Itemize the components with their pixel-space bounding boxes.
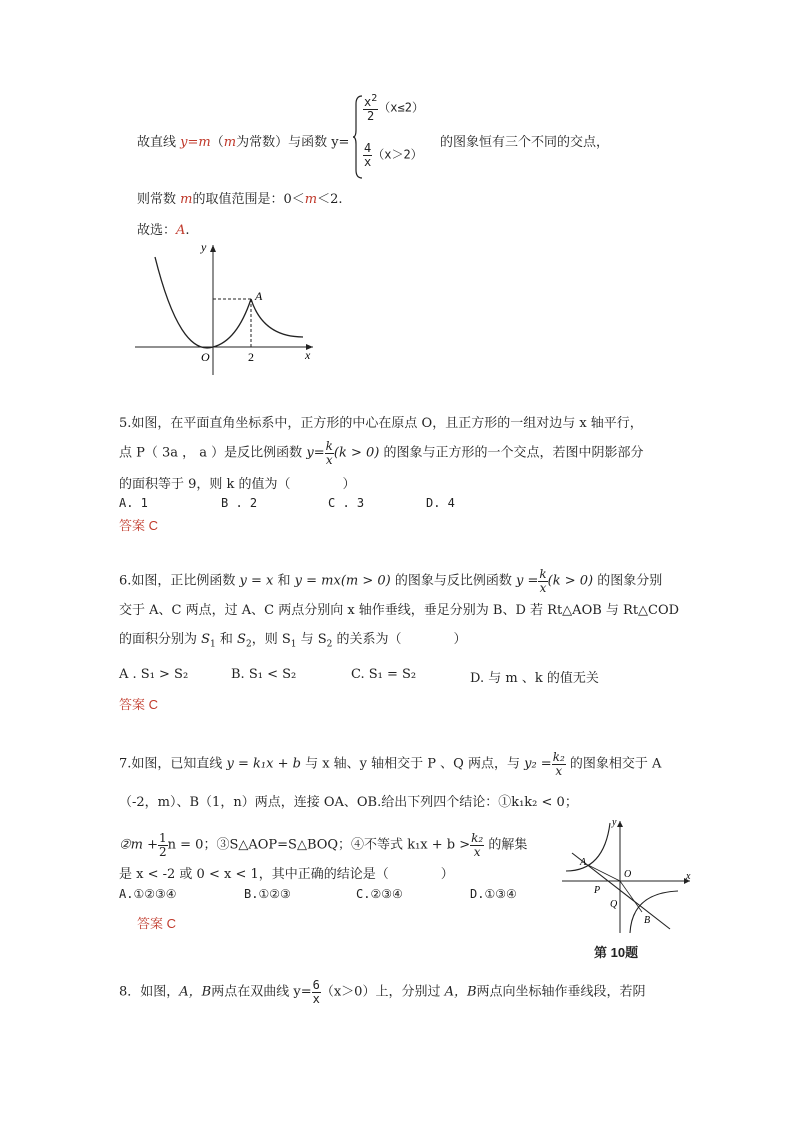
segment-oa [588,865,620,881]
text: ②m + [119,837,159,853]
q7-fraction [552,751,566,777]
text: 的面积分别为 [119,632,202,647]
intro-line-1 [137,131,349,150]
text: . [185,223,190,238]
text: 1 [159,831,167,845]
text: m [304,192,318,207]
text: 的解集 [484,837,528,853]
text: A [176,223,186,238]
text: k [325,439,333,453]
text: 点 P（ 3a ， a ）是反比例函数 [119,445,307,461]
text: m [180,192,193,207]
intro-line-3 [137,219,190,238]
text: （x≤2） [378,100,424,115]
text: (k > 0) [333,445,380,461]
segment-ob [620,881,642,912]
text: x [539,580,547,595]
text: 2 [367,108,375,123]
q5-answer: 答案 C [119,518,159,533]
text: (k > 0) [547,573,594,589]
text: x [312,991,320,1006]
text: y=m [180,135,211,150]
q6-line-1 [119,568,662,594]
text: 2 [371,93,378,104]
b-label: B [644,915,651,926]
q7-line-1 [119,751,661,777]
q8-line-1 [119,979,646,1005]
text: 2 [245,639,252,650]
text: S [201,632,211,647]
hyperbola-left [566,823,610,871]
intro-line-2 [137,188,342,207]
a-label: A [580,857,587,868]
text: 两点向坐标轴作垂线段，若阴 [476,984,646,1000]
text: 与 x 轴、y 轴相交于 P 、Q 两点，与 [300,756,525,772]
text: y₂ = [524,756,552,772]
text: y [306,445,314,461]
q6-option-a: A . S₁ > S₂ [119,667,189,682]
text: m [223,135,237,150]
text: （x＞2） [372,147,423,162]
piece-1 [363,94,424,122]
graph-q7 [558,815,698,937]
line-y1 [572,853,670,929]
text: 1 [210,639,216,650]
intro-line-1-tail: 的图象恒有三个不同的交点， [440,135,610,150]
p-label: P [594,885,601,896]
q7-line-3 [119,832,527,858]
text: 则常数 [137,192,181,207]
text: 为常数）与函数 y= [236,135,350,150]
text: y = mx(m > 0) [294,573,391,589]
text: A，B [179,984,212,1000]
q6-fraction [538,568,547,594]
text: 8．如图， [119,984,180,1000]
text: A，B [444,984,477,1000]
piece2-fraction [363,142,372,168]
text: ，则 S [251,632,291,647]
text: 的取值范围是：0＜ [192,192,305,207]
text: 4 [364,141,372,155]
text: （ [210,135,224,150]
q5-option-b: B . 2 [221,496,258,510]
q6-option-b: B. S₁ < S₂ [231,667,297,682]
text: 的图象相交于 A [565,756,662,772]
y-axis-arrow [210,245,216,252]
text: 6 [312,978,320,992]
q5-option-d: D. 4 [426,496,455,510]
piece1-fraction [363,94,378,122]
text: 6.如图，正比例函数 [119,573,240,589]
tick-label: 2 [248,350,254,364]
q5-option-a: A. 1 [119,496,148,510]
text: x [555,763,563,778]
q5-line-2 [119,440,643,466]
q7-k2-fraction [470,832,484,858]
text: 的图象与正方形的一个交点，若图中阴影部分 [379,445,644,461]
text: x [364,154,372,169]
text: 与 S [296,632,327,647]
o-label: O [624,869,632,880]
text: ＜2. [317,192,343,207]
hyperbola-right [630,891,678,933]
text: S [237,632,246,647]
graph-piecewise [135,237,320,377]
q5-line-3: 的面积等于 9，则 k 的值为（ ） [119,477,356,492]
q7-option-a: A.①②③④ [119,887,177,901]
text: 的关系为（ ） [332,632,467,647]
q7-option-c: C.②③④ [356,887,403,901]
text: k [539,567,547,581]
text: 故直线 [137,135,181,150]
q5-fraction [325,440,334,466]
q7-option-b: B.①②③ [244,887,291,901]
text: = [313,445,325,461]
q6-line-3 [119,628,467,650]
point-a-label: A [255,289,263,303]
text: y = [515,573,539,589]
text: x [325,452,333,467]
q7-half-fraction [158,832,168,858]
text: k₂ [552,750,565,764]
text: x [473,844,481,859]
q6-answer: 答案 C [119,697,159,712]
text: x [364,95,372,109]
x-label: x [686,871,691,882]
q7-line-4: 是 x < -2 或 0 < x < 1，其中正确的结论是（ ） [119,867,454,882]
y-label: y [201,240,207,254]
parabola-curve [155,257,251,348]
text: 2 [326,639,333,650]
q6-line-2: 交于 A、C 两点，过 A、C 两点分别向 x 轴作垂线，垂足分别为 B、D 若 Rt△AOB 与 Rt△COD [119,603,680,618]
text: 7.如图，已知直线 [119,756,227,772]
q5-line-1: 5.如图，在平面直角坐标系中，正方形的中心在原点 O，且正方形的一组对边与 x 轴平行， [119,416,643,431]
figure-caption: 第 10题 [594,945,639,960]
text: 的图象与反比例函数 [390,573,516,589]
hyperbola-curve [251,299,303,337]
text: y = x [239,573,274,589]
text: 2 [159,844,167,859]
x-label: x [305,348,311,362]
text: 和 [273,573,295,589]
text: 的图象分别 [593,573,663,589]
origin-label: O [201,350,210,364]
q6-option-d: D. 与 m 、k 的值无关 [470,671,599,686]
q5-option-c: C . 3 [328,496,365,510]
text: n = 0；③S△AOP=S△BOQ；④不等式 k₁x + b > [167,837,471,853]
q8-fraction [312,979,321,1005]
q7-line-2: （-2，m）、B（1，n）两点，连接 OA、OB.给出下列四个结论：①k₁k₂ < 0； [119,795,578,810]
text: k₂ [471,831,484,845]
y-axis-arrow [617,821,623,827]
y-label: y [612,817,617,828]
text: 1 [290,639,297,650]
q-label: Q [610,899,618,910]
text: 和 [215,632,238,647]
q7-answer: 答案 C [137,916,177,931]
q7-option-d: D.①③④ [470,887,517,901]
piece-2 [363,142,423,168]
text: （x＞0）上，分别过 [320,984,445,1000]
q6-option-c: C. S₁ = S₂ [351,667,417,682]
text: y = k₁x + b [226,756,301,772]
text: 故选： [137,223,177,238]
text: 两点在双曲线 y= [211,984,312,1000]
